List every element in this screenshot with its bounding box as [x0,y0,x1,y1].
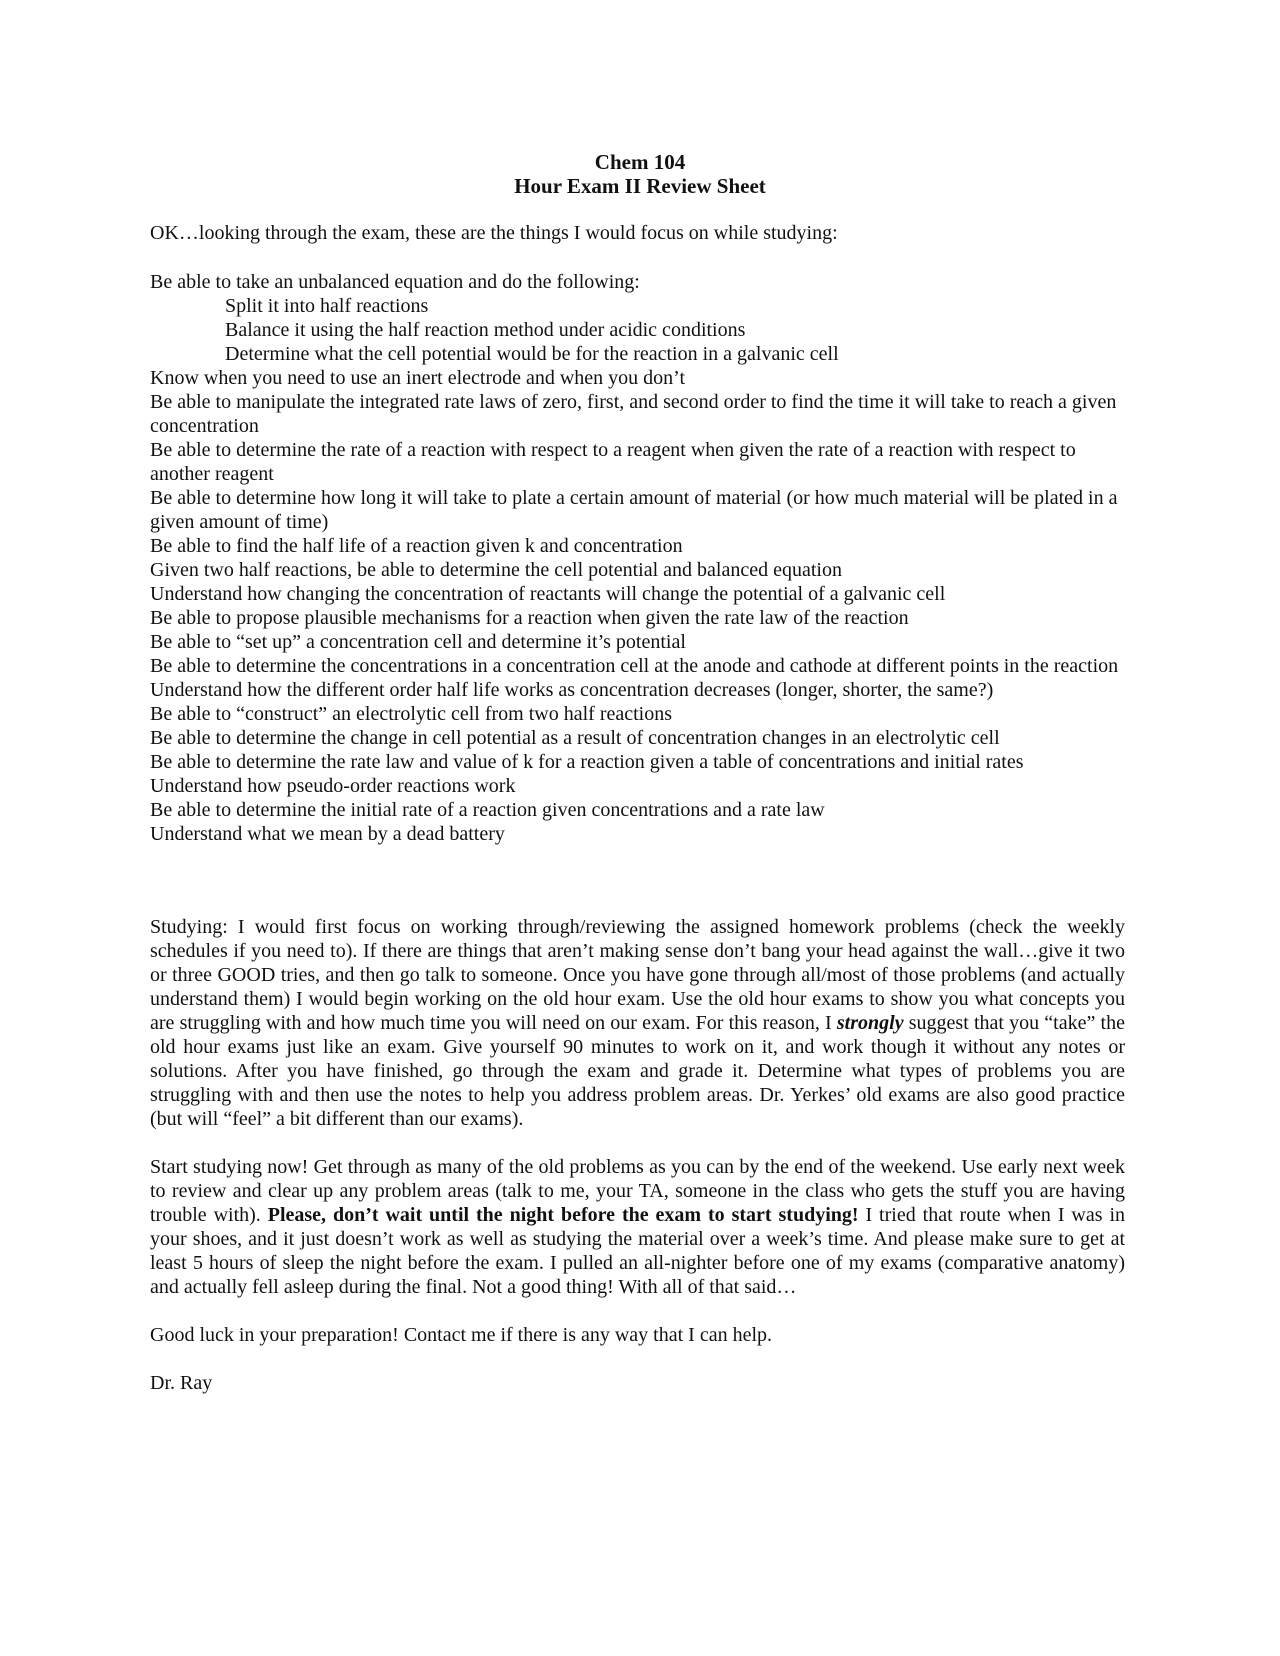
list-item: Understand how pseudo-order reactions work [150,775,516,797]
list-item: Be able to determine the rate of a reaction with respect to a reagent when given the rate of a reaction with respect to another reagent [150,439,1076,485]
intro-text: OK…looking through the exam, these are the things I would focus on while studying: [150,222,838,244]
focus-list [150,270,1125,846]
start-studying-paragraph [150,1155,1125,1299]
studying-paragraph [150,915,1125,1131]
list-item: Be able to determine the initial rate of a reaction given concentrations and a rate law [150,799,825,821]
studying-text-after: suggest that you “take” the old hour exams just like an exam. Give yourself 90 minutes to work on it, and work though it without any notes or solutions. After you have finished, go through the exam and grade it. Determine what types of problems you are struggling with and then use the notes to help you address problem areas. Dr. Yerkes’ old exams are also good practice (but will “feel” a bit different than our exams). [150,1012,1125,1130]
start-bold-warning: Please, don’t wait until the night before the exam to start studying! [267,1204,859,1226]
closing-text: Good luck in your preparation! Contact me if there is any way that I can help. [150,1324,773,1346]
list-item: Understand how changing the concentration of reactants will change the potential of a galvanic cell [150,583,946,605]
signature: Dr. Ray [150,1372,213,1394]
start-text-after: I tried that route when I was in your shoes, and it just doesn’t work as well as studying the material over a week’s time. And please make sure to get at least 5 hours of sleep the night before the exam. I pulled an all-nighter before one of my exams (comparative anatomy) and actually fell asleep during the final. Not a good thing! With all of that said… [150,1204,1125,1298]
studying-text-before: Studying: I would first focus on working through/reviewing the assigned homework problems (check the weekly schedules if you need to). If there are things that aren’t making sense don’t bang your head against the wall…give it two or three GOOD tries, and then go talk to someone. Once you have gone through all/most of those problems (and actually understand them) I would begin working on the old hour exam. Use the old hour exams to show you what concepts you are struggling with and how much time you will need on our exam. For this reason, I [150,916,1125,1034]
list-lead: Be able to take an unbalanced equation and do the following: [150,271,640,293]
list-item: Be able to determine the change in cell potential as a result of concentration changes in an electrolytic cell [150,727,1000,749]
course-title: Chem 104 [594,150,686,174]
list-item: Understand what we mean by a dead battery [150,823,505,845]
start-text-before: Start studying now! Get through as many of the old problems as you can by the end of the weekend. Use early next week to review and clear up any problem areas (talk to me, your TA, someone in the class who gets the stuff you are having trouble with). [150,1156,1125,1226]
list-item: Be able to “construct” an electrolytic cell from two half reactions [150,703,673,725]
list-item: Be able to determine how long it will take to plate a certain amount of material (or how much material will be plated in a given amount of time) [150,487,1118,533]
page-title: Hour Exam II Review Sheet [514,174,766,198]
list-item: Be able to determine the rate law and value of k for a reaction given a table of concentrations and initial rates [150,751,1024,773]
studying-emphasis: strongly [836,1012,904,1034]
list-item: Be able to manipulate the integrated rate laws of zero, first, and second order to find the time it will take to reach a given concentration [150,391,1117,437]
list-item: Be able to propose plausible mechanisms for a reaction when given the rate law of the reaction [150,607,909,629]
list-item: Be able to determine the concentrations in a concentration cell at the anode and cathode at different points in the reaction [150,655,1119,677]
list-item: Be able to “set up” a concentration cell and determine it’s potential [150,631,686,653]
list-item: Know when you need to use an inert electrode and when you don’t [150,367,686,389]
list-item: Be able to find the half life of a reaction given k and concentration [150,535,683,557]
sub-item: Split it into half reactions [225,295,429,317]
list-item: Given two half reactions, be able to determine the cell potential and balanced equation [150,559,842,581]
list-item: Understand how the different order half life works as concentration decreases (longer, shorter, the same?) [150,679,994,701]
sub-item: Balance it using the half reaction method under acidic conditions [225,319,746,341]
sub-item: Determine what the cell potential would be for the reaction in a galvanic cell [225,343,839,365]
